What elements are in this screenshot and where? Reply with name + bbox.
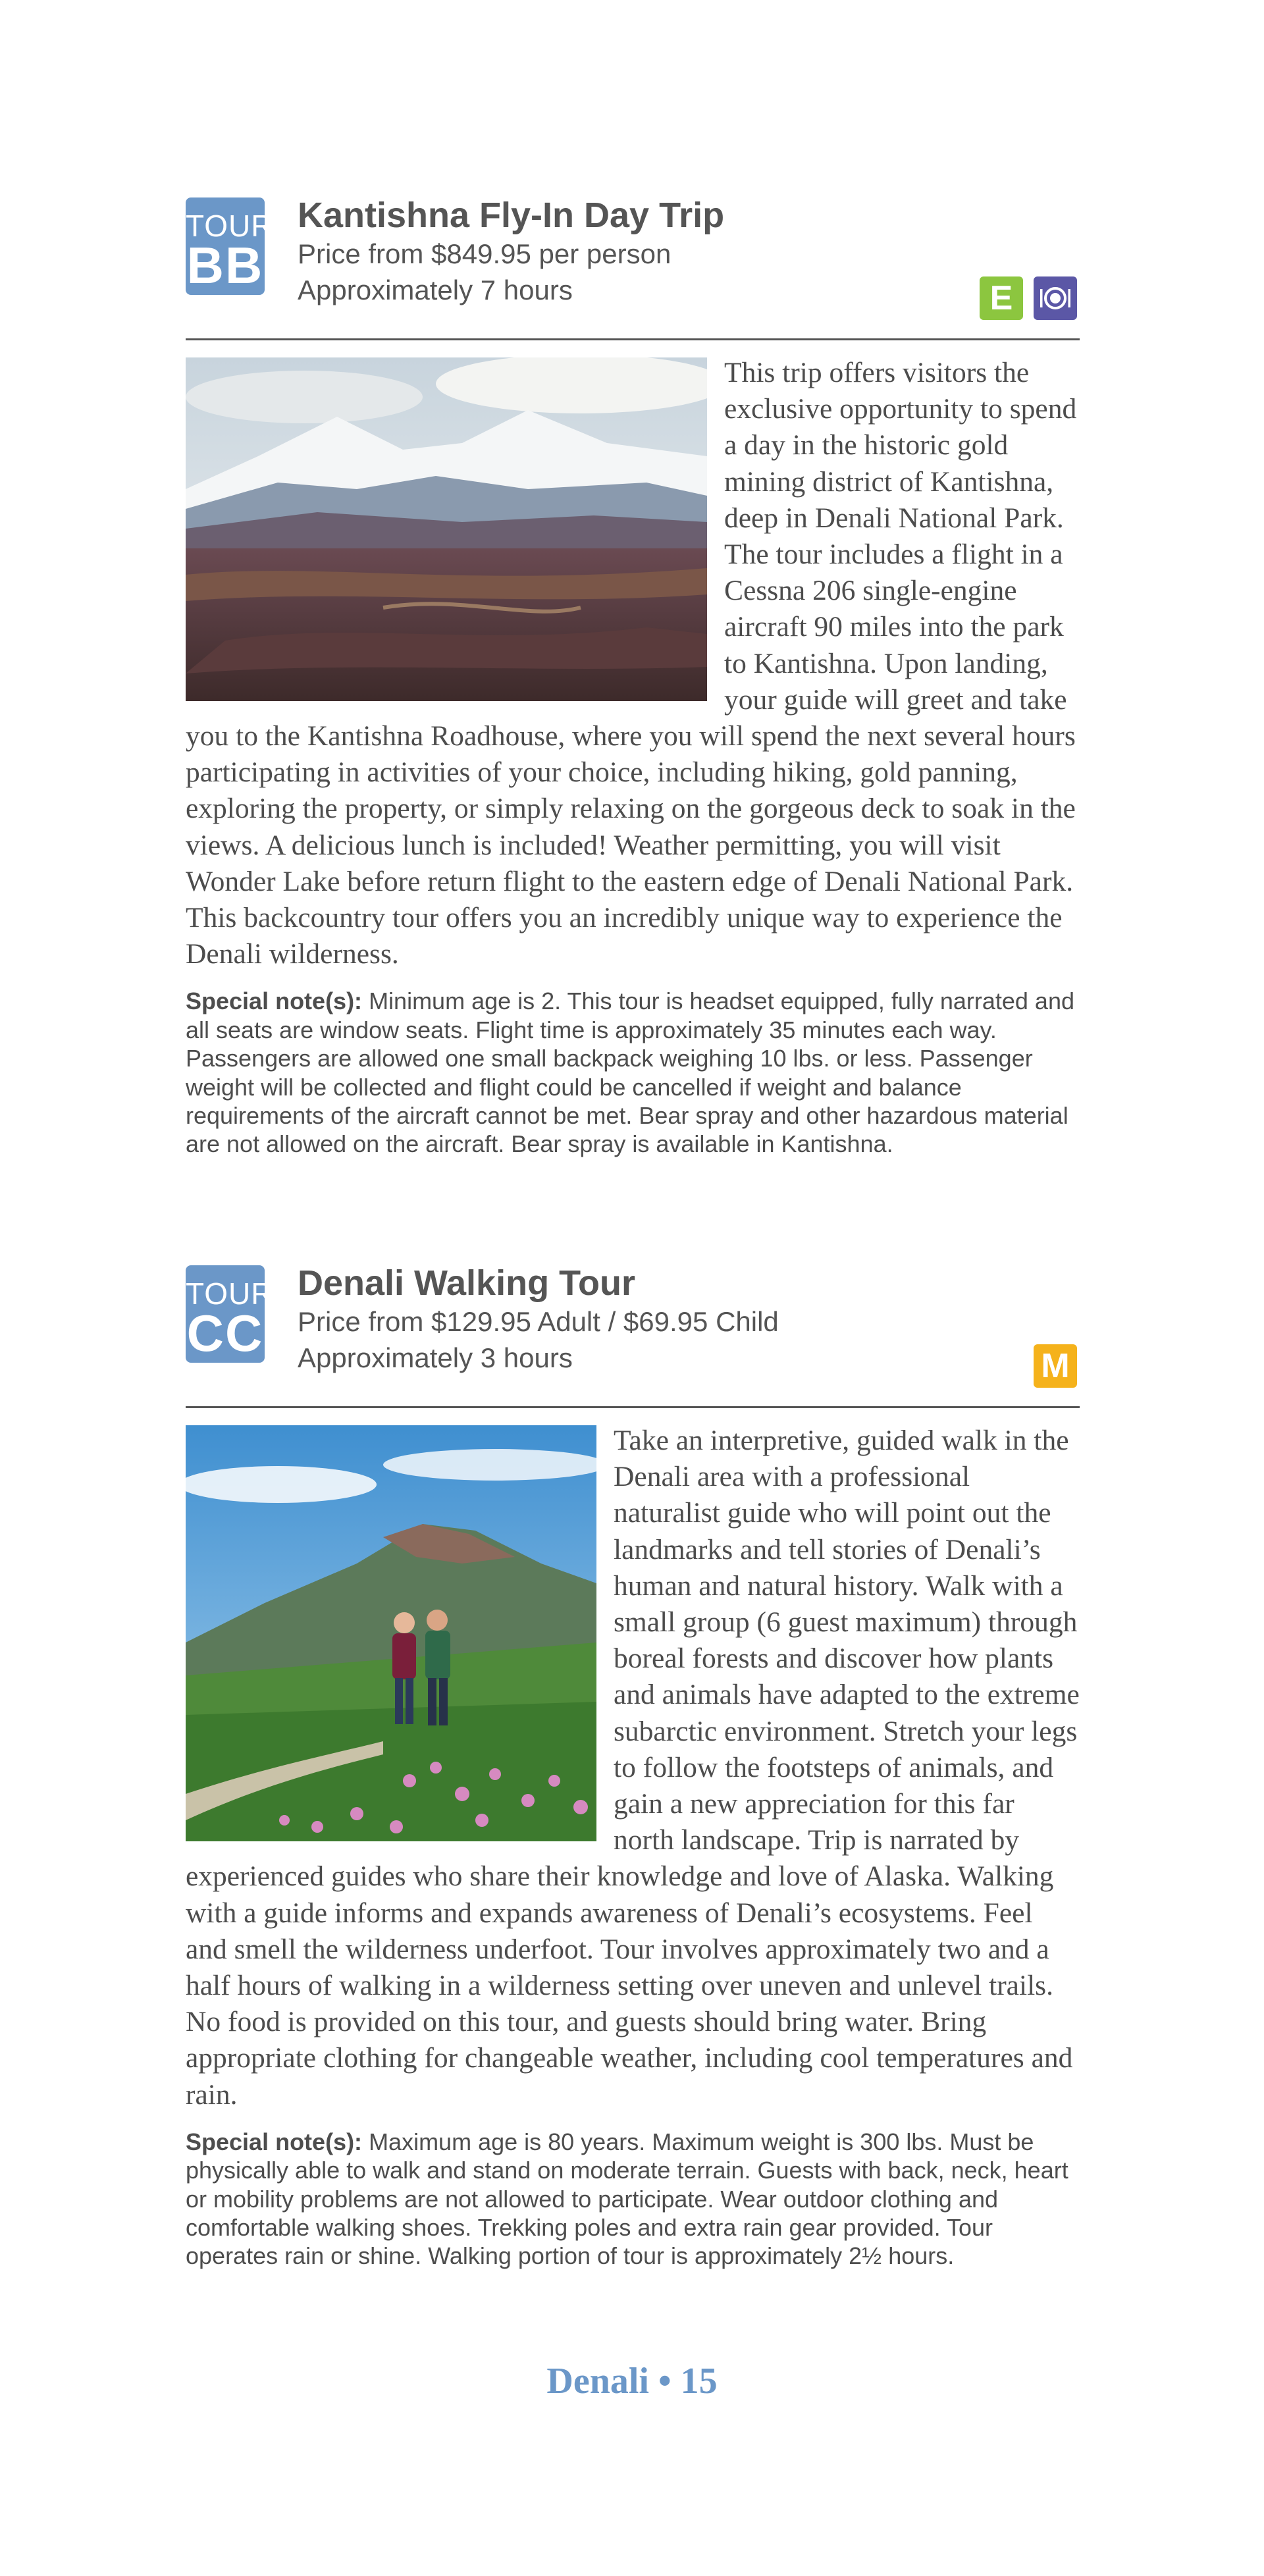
section-divider	[186, 1406, 1080, 1408]
special-notes-label: Special note(s):	[186, 987, 363, 1015]
moderate-level-icon: M	[1034, 1344, 1077, 1388]
tour-header	[186, 1263, 1080, 1406]
special-notes-text: Minimum age is 2. This tour is headset equipped, fully narrated and all seats are window seats. Flight time is approximately 35 minutes each way. Passengers are allowed one small backpack weighing 10 lbs. or less. Passenger weight will be collected and flight could be cancelled if weight and balance requirements of the aircraft cannot be met. Bear spray and other hazardous material are not allowed on the aircraft. Bear spray is available in Kantishna.	[186, 987, 1074, 1158]
tour-duration: Approximately 3 hours	[298, 1342, 573, 1373]
special-notes-text: Maximum age is 80 years. Maximum weight is 300 lbs. Must be physically able to walk and stand on moderate terrain. Guests with back, neck, heart or mobility problems are not allowed to participate. Wear outdoor clothing and comfortable walking shoes. Trekking poles and extra rain gear provided. Tour operates rain or shine. Walking portion of tour is approximately 2½ hours.	[186, 2128, 1068, 2270]
special-notes	[186, 987, 1080, 1158]
tour-cc-section	[186, 1263, 1080, 2271]
page-number: 15	[680, 2361, 718, 2402]
footer-bullet: •	[658, 2361, 672, 2402]
badge-label: TOUR	[186, 1276, 274, 1311]
tour-price: Price from $129.95 Adult / $69.95 Child	[298, 1306, 779, 1337]
tour-titles	[298, 1263, 779, 1376]
tour-badge	[186, 1265, 274, 1363]
tour-title: Kantishna Fly-In Day Trip	[298, 196, 725, 235]
mountain-landscape-photo	[186, 357, 707, 701]
hikers-meadow-photo	[186, 1425, 596, 1841]
badge-label: TOUR	[186, 209, 274, 243]
tour-duration: Approximately 7 hours	[298, 275, 573, 305]
special-notes	[186, 2128, 1080, 2271]
tour-title: Denali Walking Tour	[298, 1263, 636, 1303]
tour-description: Take an interpretive, guided walk in the Denali area with a professional naturalist guide who will point out the landmarks and tell stories of Denali’s human and natural history. Walk with a small group (6 guest maximum) through boreal forests and discover how plants and animals have adapted to the extreme subarctic environment. Stretch your legs to follow the footsteps of animals, and gain a new appreciation for this far north landscape. Trip is narrated by experienced guides who share their knowledge and love of Alaska. Walking with a guide informs and expands awareness of Denali’s ecosystems. Feel and smell the wilderness underfoot. Tour involves approximately two and a half hours of walking in a wilderness setting over uneven and unlevel trails. No food is provided on this tour, and guests should bring water. Bring appropriate clothing for changeable weather, including cool temperatures and rain.	[186, 1425, 1080, 2111]
tour-header	[186, 195, 1080, 338]
section-divider	[186, 338, 1080, 340]
badge-code: BB	[186, 236, 264, 294]
tour-icons	[1034, 1344, 1077, 1388]
page-footer	[0, 2360, 1264, 2402]
badge-code: CC	[186, 1304, 264, 1362]
tour-description-block	[186, 1423, 1080, 2113]
special-notes-label: Special note(s):	[186, 2128, 363, 2155]
footer-section: Denali	[546, 2361, 649, 2402]
tour-description-block	[186, 355, 1080, 972]
tour-bb-section	[186, 195, 1080, 1159]
tour-titles	[298, 195, 724, 308]
tour-price: Price from $849.95 per person	[298, 238, 672, 269]
tour-icons	[980, 276, 1077, 320]
tour-description: This trip offers visitors the exclusive opportunity to spend a day in the historic gold mining district of Kantishna, deep in Denali National Park. The tour includes a flight in a Cessna 206 single-engine aircraft 90 miles into the park to Kantishna. Upon landing, your guide will greet and take you to the Kantishna Roadhouse, where you will spend the next several hours participating in activities of your choice, including hiking, gold panning, exploring the property, or simply relaxing on the gorgeous deck to soak in the views. A delicious lunch is included! Weather permitting, you will visit Wonder Lake before return flight to the eastern edge of Denali National Park. This backcountry tour offers you an incredibly unique way to experience the Denali wilderness.	[186, 357, 1077, 970]
meal-icon	[1034, 276, 1077, 320]
easy-level-icon: E	[980, 276, 1023, 320]
tour-badge	[186, 197, 274, 295]
